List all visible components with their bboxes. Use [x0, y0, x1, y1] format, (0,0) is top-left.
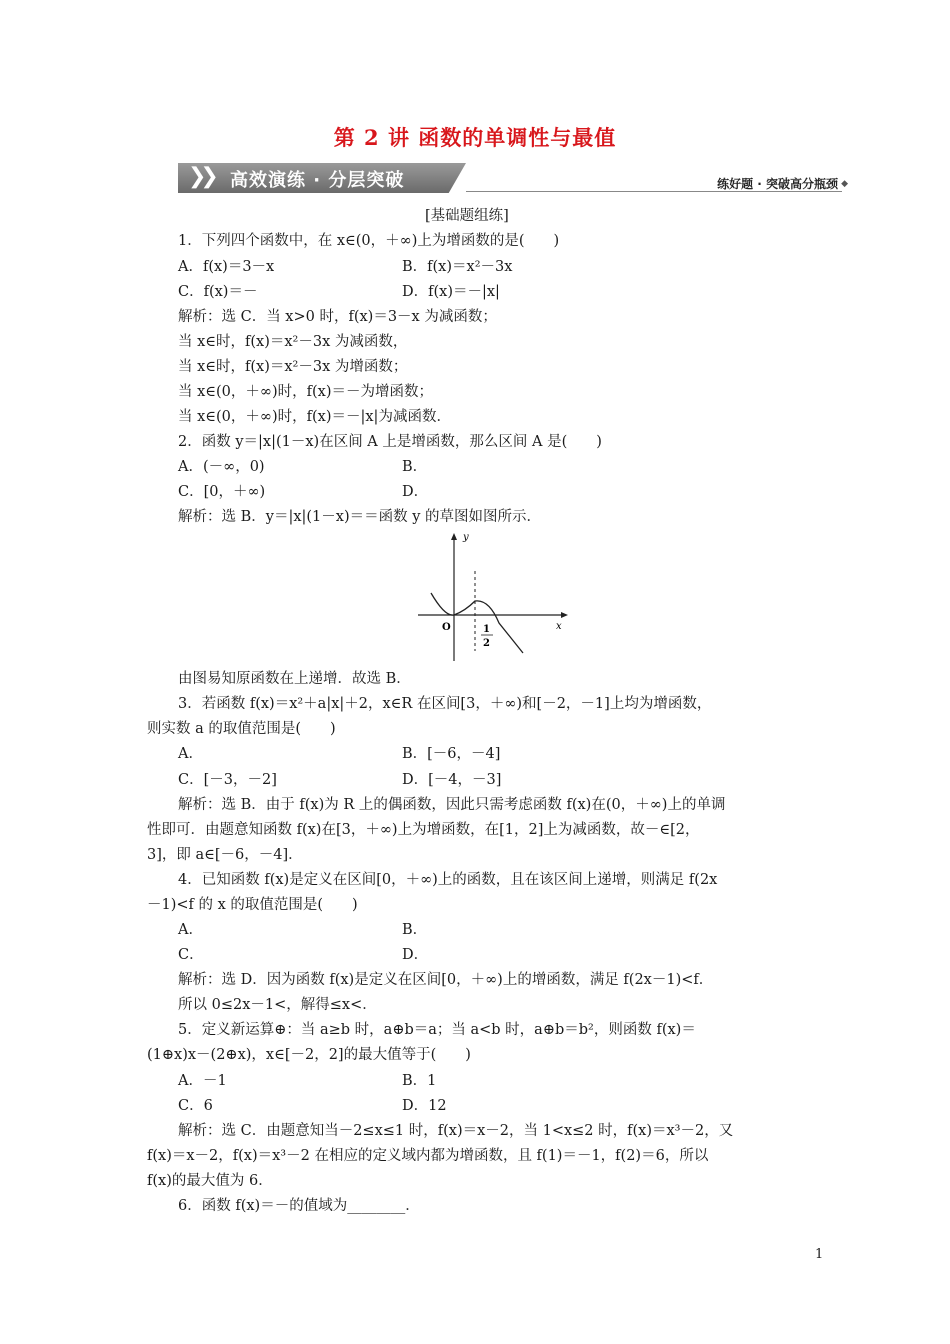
question-text: 2．函数 y＝|x|(1－x)在区间 A 上是增函数，那么区间 A 是( ) [178, 434, 602, 450]
question-text: 3．若函数 f(x)＝x²＋a|x|＋2，x∈R 在区间[3，＋∞)和[－2，－1]上均为增函数， [178, 696, 712, 712]
option-c: C．f(x)＝－ [178, 284, 258, 300]
option-b: B． [402, 922, 428, 938]
option-b: B． [402, 459, 428, 475]
solution-text: 3]，即 a∈[－6，－4]． [147, 847, 303, 863]
question-text: －1)<f 的 x 的取值范围是( ) [147, 897, 358, 913]
solution-text: 当 x∈(0，＋∞)时，f(x)＝－为增函数； [178, 384, 433, 400]
solution-text: 所以 0≤2x－1<，解得≤x<． [178, 997, 377, 1013]
option-c: C．[0，＋∞) [178, 484, 266, 500]
solution-text: 当 x∈(0，＋∞)时，f(x)＝－|x|为减函数． [178, 409, 451, 425]
solution-text: 当 x∈时，f(x)＝x²－3x 为增函数； [178, 359, 408, 375]
option-c: C． [178, 947, 204, 963]
diamond-icon: ◆ [841, 179, 848, 189]
solution-text: 解析：选 C．当 x>0 时，f(x)＝3－x 为减函数； [178, 309, 497, 325]
y-label: y [463, 533, 469, 543]
question-text: 5．定义新运算⊕：当 a≥b 时，a⊕b＝a；当 a<b 时，a⊕b＝b²，则函数 f(x)＝ [178, 1022, 696, 1038]
option-d: D．12 [402, 1098, 447, 1114]
solution-text: 当 x∈时，f(x)＝x²－3x 为减函数， [178, 334, 408, 350]
option-c: C．6 [178, 1098, 213, 1114]
option-d: D．[－4，－3] [402, 772, 502, 788]
solution-text: f(x)的最大值为 6． [147, 1173, 273, 1189]
section-heading: [基础题组练] [425, 208, 509, 224]
option-b: B．[－6，－4] [402, 746, 501, 762]
option-d: D． [402, 484, 429, 500]
question-text: 1．下列四个函数中，在 x∈(0，＋∞)上为增函数的是( ) [178, 233, 560, 249]
x-label: x [556, 621, 562, 632]
option-b: B．f(x)＝x²－3x [402, 259, 513, 275]
x-axis-arrow [561, 612, 568, 618]
y-axis-arrow [451, 533, 457, 540]
tick-denominator: 2 [483, 638, 490, 649]
origin-label: O [442, 622, 451, 633]
solution-text: 解析：选 B．y＝|x|(1－x)＝＝函数 y 的草图如图所示． [178, 509, 542, 525]
solution-text: 解析：选 B．由于 f(x)为 R 上的偶函数，因此只需考虑函数 f(x)在(0，＋∞)上的单调 [178, 797, 726, 813]
question-text: 6．函数 f(x)＝－的值域为________． [178, 1198, 420, 1214]
option-d: D．f(x)＝－|x| [402, 284, 500, 300]
question-text: (1⊕x)x－(2⊕x)，x∈[－2，2]的最大值等于( ) [147, 1047, 471, 1063]
function-sketch [413, 533, 568, 665]
solution-text: f(x)＝x－2，f(x)＝x³－2 在相应的定义域内都为增函数，且 f(1)＝－1，f(2)＝6，所以 [147, 1148, 709, 1164]
chevron-right-icon: ❯❯ [188, 164, 213, 189]
option-a: A．(－∞，0) [178, 459, 265, 475]
solution-text: 解析：选 D．因为函数 f(x)是定义在区间[0，＋∞)上的增函数，满足 f(2x－1)<f． [178, 972, 714, 988]
question-text: 则实数 a 的取值范围是( ) [147, 721, 336, 737]
solution-text: 由图易知原函数在上递增．故选 B． [178, 671, 411, 687]
option-d: D． [402, 947, 429, 963]
banner-label: 高效演练 · 分层突破 [230, 170, 405, 191]
option-a: A． [178, 922, 203, 938]
option-b: B．1 [402, 1073, 437, 1089]
page-title: 第 2 讲 函数的单调性与最值 [333, 125, 617, 150]
question-text: 4．已知函数 f(x)是定义在区间[0，＋∞)上的函数，且在该区间上递增，则满足 f(2x [178, 872, 718, 888]
banner-tag: 练好题 · 突破高分瓶颈 [717, 177, 838, 191]
option-a: A．f(x)＝3－x [178, 259, 275, 275]
option-c: C．[－3，－2] [178, 772, 277, 788]
option-a: A． [178, 746, 203, 762]
option-a: A．－1 [178, 1073, 227, 1089]
tick-numerator: 1 [483, 624, 490, 635]
solution-text: 性即可．由题意知函数 f(x)在[3，＋∞)上为增函数，在[1，2]上为减函数，故－∈[2， [147, 822, 700, 838]
page-number: 1 [815, 1247, 824, 1262]
solution-text: 解析：选 C．由题意知当－2≤x≤1 时，f(x)＝x－2，当 1<x≤2 时，f(x)＝x³－2，又 [178, 1123, 734, 1139]
